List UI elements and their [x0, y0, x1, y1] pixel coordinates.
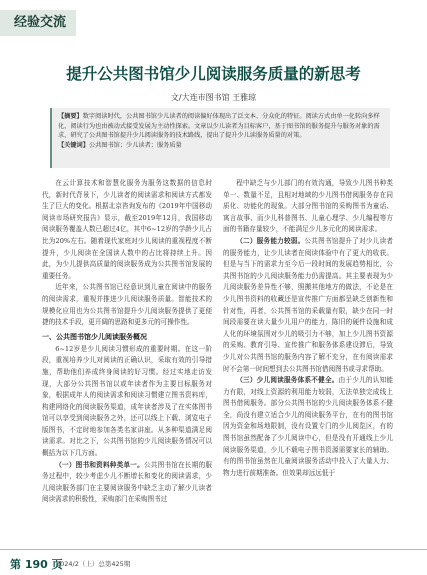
section-tag: 经验交流 [0, 10, 76, 36]
keywords-text: 公共图书馆；少儿读者；服务质量 [88, 141, 182, 149]
keywords-label: 【关键词】 [58, 141, 89, 149]
abstract-box [50, 108, 390, 168]
left-column [42, 178, 212, 538]
section-heading: 一、公共图书馆少儿阅读服务概况 [42, 332, 147, 341]
right-column [223, 178, 393, 538]
paragraph-inline: 公共图书馆在长期的服务过程中，较少考虑少儿不断增长和变化的阅读需求，少儿阅读服务部门在主要阅读服务中缺乏主动了解少儿读者阅读需求的积极性，采购部门在采购图书过 [42, 460, 212, 504]
page-number: 第 190 页 [10, 558, 63, 571]
paragraph: 近年来，公共图书馆已经意识到儿童在阅读中的服务的阅读需求，重视并推进少儿阅读服务质量。智能技术的规模化应用也为公共图书馆提升少儿阅读服务提供了更便捷的技术手段，更开阔的思路和更多元的可操作性。 [42, 283, 212, 327]
byline: 文/大连市图书馆 王雅琼 [170, 93, 257, 102]
page-footer [0, 549, 427, 575]
subheading: （三）少儿阅读服务体系不健全。 [236, 376, 339, 385]
paragraph: 6~12岁是少儿阅读习惯形成的重要时期。在这一阶段，重视培养少儿对阅读的正确认识，采取有效的引导措施，帮助他们养成终身阅读的好习惯。经过实地走访发现，大部分公共图书馆以或年读者作为主要目标服务对象，根据成年人的阅读需求和阅读习惯建立图书资料库，构建网络化的阅读服务渠道，成年读者涉及了在实体图书馆可以享受到阅读服务之外，还可以线上下载、浏览电子版图书，不定时地参加各类名家讲座。从多种渠道满足阅读需求。对比之下，公共图书馆的少儿阅读服务情况可以概括为以下几方面。 [42, 344, 212, 458]
abstract-text: 数字阅读时代，公共图书馆少儿读者的阅读偏好体现出了泛文本、分众化的特征。阅读方式由单一化转向多样化，阅读行为也由被动式接受发展为主动性探索。文章以少儿读者为目标客户，基于图书馆的服务提升与服务对象的需求，研究了公共图书馆提升少儿阅读服务的技术路线，提出了提升少儿读服务质量的对策。 [58, 113, 380, 140]
article-title: 提升公共图书馆少儿阅读服务质量的新思考 [66, 65, 361, 83]
subheading: （二）服务能力较弱。 [236, 236, 305, 245]
subheading: （一）图书和资料种类单一。 [55, 460, 144, 469]
paragraph: 在云计算技术和智慧化服务为服务这数据的信息时代，新时代背景下，少儿读者的阅读需求和阅读方式都发生了巨大的变化。根据北京咨询发布的《2019年中国移动阅读市场研究报告》显示，截至2019年12月，我国移动阅读服务覆盖人数已超过4亿，其中6~12岁的学龄少儿占比为20%左右。随着现代家庭对少儿阅读的重视程度不断提升，少儿阅读在全国读人数中的占比将持续上升。因此，为少儿提供高质量的阅读服务成为公共图书馆发展的重要任务。 [42, 179, 212, 280]
abstract-label: 【摘要】 [58, 113, 83, 120]
paragraph-inline: 公共图书馆提升了对少儿读者的服务能力，让少儿读者在阅读体验中有了更大的收获。但是与当下的需求力至今后一段时间的发展趋势相比，公共图书馆的少儿阅读服务能力仍需提高。其主要表现为少儿阅读服务差异性不够，照搬其他地方的做法，不论是在少儿图书资料的收藏还是宣传推广方面都呈缺乏创新性和针对性，再者，公共图书馆的采载量有限，缺少在同一时间段需要在读大量少儿用户的能力，陈旧的硬件设施和成人化的环境氛围对少儿的吸引力不够，加上少儿图书资源的采购、教育引导、宣传推广和服务体系建设滞后，导致少儿对公共图书馆的服务内容了解不充分，在有阅读需求时不会第一时间想到去公共图书馆借阅图书或寻求帮助。 [223, 236, 393, 373]
paragraph: 程中缺乏与少儿部门的有效沟通，导致少儿图书种类单一、数量不足，且相对地域的少儿图书借阅服务存在同质化、功能化的现象。大部分图书馆的采购图书为童话、寓言故事、而少儿科普图书、儿童心理学、少儿编程等方面的书籍存量较少，不能满足少儿多元化的阅读需求。 [223, 179, 393, 234]
issue-info: 2024/2（上）总第425期 [56, 560, 131, 568]
paragraph-inline: 由于少儿的认知能力有限，对线上资源的利用能力较弱，无法单独完成线上图书借阅服务。部分公共图书馆的少儿阅读服务体系不健全，尚没有建立适合少儿的阅读服务平台，在有的图书馆因为资金和场地限制，没有设置专门的少儿阅览区，有的图书馆虽然配备了少儿阅读中心，但是没有开通线上少儿阅读服务渠道，少儿不载电子图书资源需要家长的辅助。有的图书馆虽然在儿童阅读服务活动中投入了大量人力、物力进行前期准备。但效果却远远低于 [223, 376, 393, 477]
